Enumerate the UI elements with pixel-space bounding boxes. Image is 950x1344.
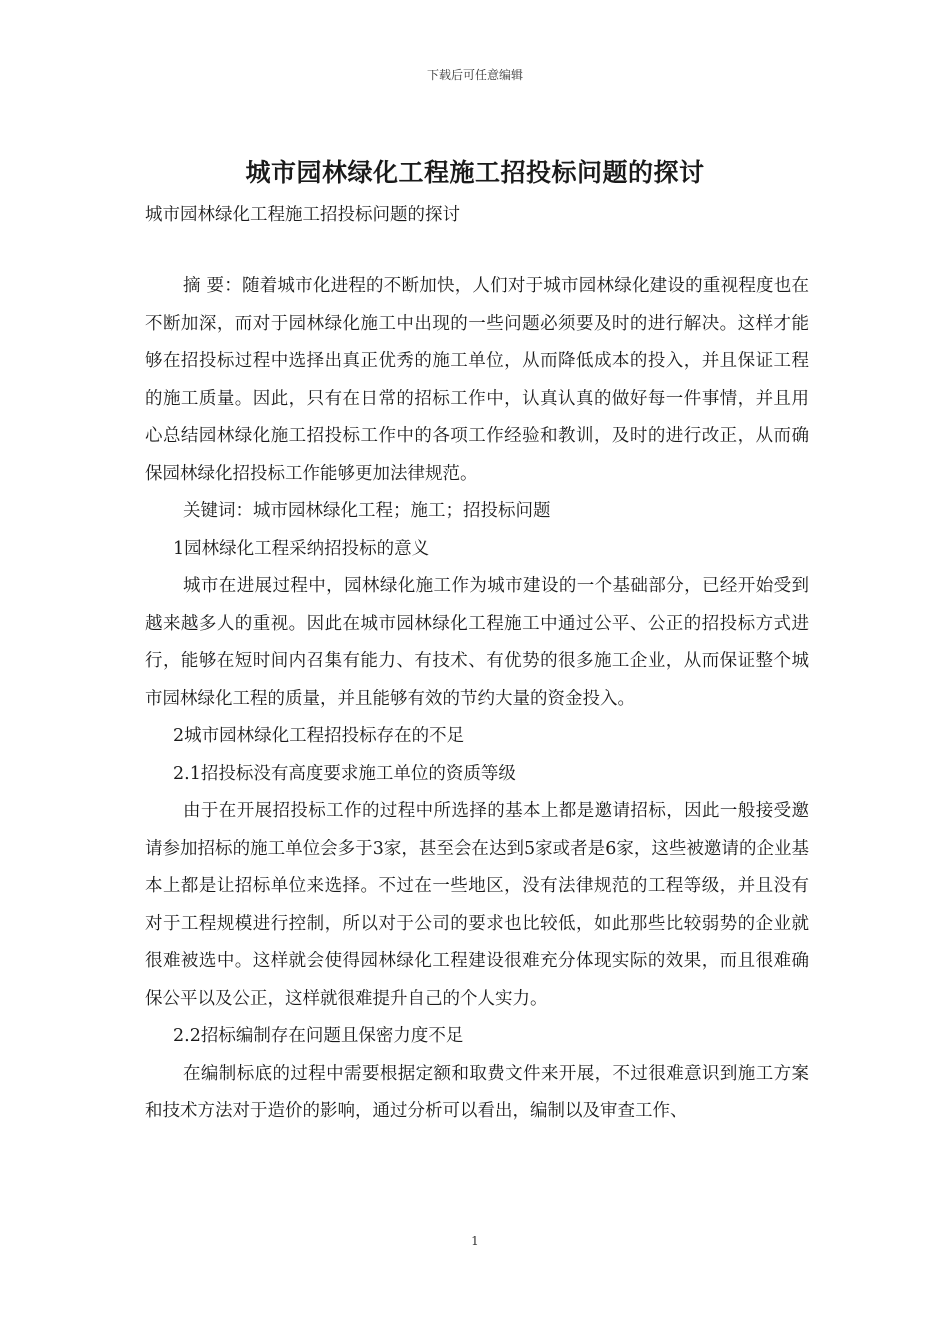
section-heading-2-1: 2.1招投标没有高度要求施工单位的资质等级	[173, 763, 516, 784]
section-1-paragraph: 城市在进展过程中，园林绿化施工作为城市建设的一个基础部分，已经开始受到越来越多人的重视。因此在城市园林绿化工程施工中通过公平、公正的招投标方式进行，能够在短时间内召集有能力、有技术、有优势的很多施工企业，从而保证整个城市园林绿化工程的质量，并且能够有效的节约大量的资金投入。	[145, 576, 809, 709]
section-heading-2-2: 2.2招标编制存在问题且保密力度不足	[173, 1026, 464, 1046]
section-heading-2: 2城市园林绿化工程招投标存在的不足	[173, 726, 465, 746]
keywords-paragraph: 关键词：城市园林绿化工程；施工；招投标问题	[183, 501, 551, 521]
page-number: 1	[471, 1234, 479, 1248]
document-body	[145, 268, 809, 1131]
document-title: 城市园林绿化工程施工招投标问题的探讨	[245, 158, 705, 187]
document-subtitle: 城市园林绿化工程施工招投标问题的探讨	[145, 205, 460, 225]
section-2-1-paragraph: 由于在开展招投标工作的过程中所选择的基本上都是邀请招标，因此一般接受邀请参加招标的施工单位会多于3家，甚至会在达到5家或者是6家，这些被邀请的企业基本上都是让招标单位来选择。不过在一些地区，没有法律规范的工程等级，并且没有对于工程规模进行控制，所以对于公司的要求也比较低，如此那些比较弱势的企业就很难被选中。这样就会使得园林绿化工程建设很难充分体现实际的效果，而且很难确保公平以及公正，这样就很难提升自己的个人实力。	[145, 801, 809, 1009]
section-heading-1: 1园林绿化工程采纳招投标的意义	[173, 538, 430, 559]
header-note: 下载后可任意编辑	[426, 68, 523, 82]
section-2-2-paragraph: 在编制标底的过程中需要根据定额和取费文件来开展，不过很难意识到施工方案和技术方法对于造价的影响，通过分析可以看出，编制以及审查工作、	[145, 1063, 809, 1121]
abstract-paragraph: 摘 要：随着城市化进程的不断加快，人们对于城市园林绿化建设的重视程度也在不断加深，而对于园林绿化施工中出现的一些问题必须要及时的进行解决。这样才能够在招投标过程中选择出真正优秀的施工单位，从而降低成本的投入，并且保证工程的施工质量。因此，只有在日常的招标工作中，认真认真的做好每一件事情，并且用心总结园林绿化施工招投标工作中的各项工作经验和教训，及时的进行改正，从而确保园林绿化招投标工作能够更加法律规范。	[145, 276, 809, 484]
